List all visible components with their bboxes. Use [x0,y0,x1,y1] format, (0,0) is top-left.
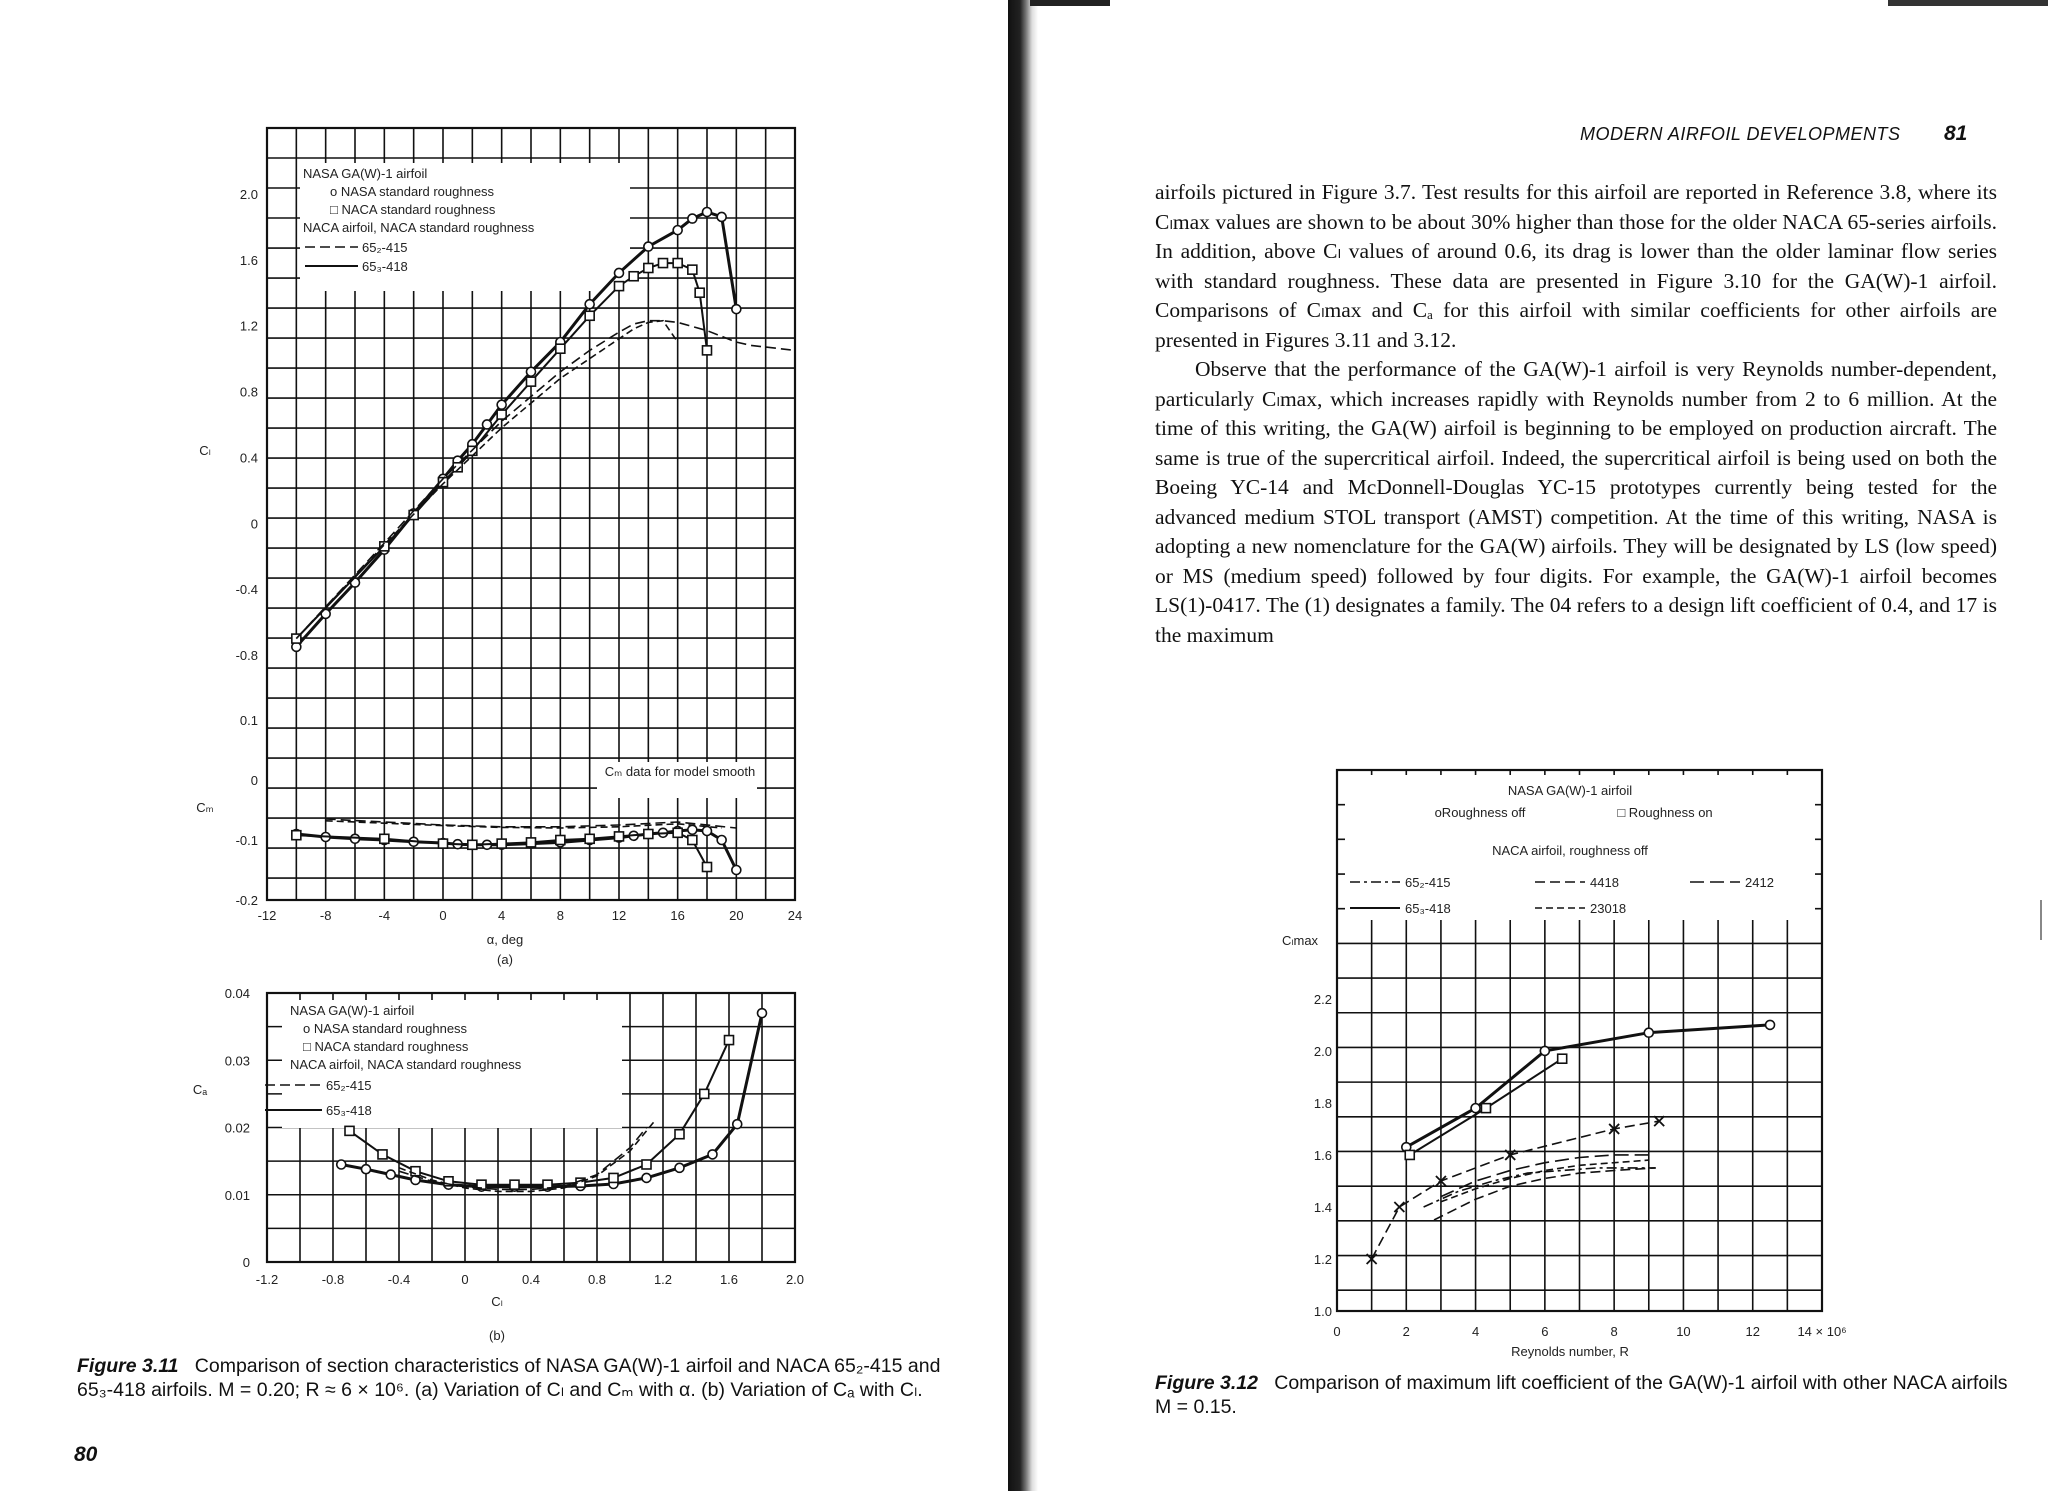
legend-entry: o NASA standard roughness [303,1021,468,1036]
y-tick-label: 0.8 [239,384,258,400]
data-point [703,827,712,836]
figure-3-12-label: Figure 3.12 [1155,1372,1258,1394]
subplot-label-b: (b) [489,1328,505,1343]
data-point [1644,1028,1653,1037]
data-point [556,344,565,353]
page-number-right: 81 [1944,122,1968,145]
x-tick-label: 8 [1610,1324,1618,1339]
data-point [642,1160,651,1169]
x-tick-label: 0 [1333,1324,1341,1339]
x-tick-label: 8 [556,908,564,923]
x-tick-label: 2.0 [785,1272,805,1287]
data-point [1540,1046,1549,1055]
legend-entry: o NASA standard roughness [330,184,495,199]
figure-3-12 [1282,770,1847,1359]
paragraph-2: Observe that the performance of the GA(W)-1 airfoil is very Reynolds number-dependent, particularly Cₗmax, which increases rapidly with Reynolds number from 2 to 6 million. At the time of this writing, the GA(W) airfoil is beginning to be employed on production aircraft. The same is true of the supercritical airfoil. Indeed, the supercritical airfoil is being used on both the Boeing YC-14 and McDonnell-Douglas YC-15 prototypes currently being tested for the advanced medium STOL transport (AMST) competition. At the time of this writing, NASA is adopting a new nomenclature for the GA(W) airfoils. They will be designated by LS (low speed) or MS (medium speed) followed by four digits. For example, the GA(W)-1 airfoil becomes LS(1)-0417. The (1) designates a family. The 04 refers to a design lift coefficient of 0.4, and 17 is the maximum [1155,357,1997,647]
y-tick-label: -0.1 [235,833,258,848]
x-tick-label: 0 [461,1272,469,1287]
data-point [703,863,712,872]
y-tick-label: 0.04 [224,986,250,1001]
data-point [629,272,638,281]
y-tick-label: -0.8 [235,648,258,664]
page-number-left: 80 [74,1443,98,1466]
data-point [1471,1104,1480,1113]
data-point [644,264,653,273]
y-tick-label: -0.2 [235,893,258,908]
data-point [644,830,653,839]
y-tick-label: 2.0 [239,186,258,202]
x-tick-label: 4 [498,908,506,923]
data-point [717,836,726,845]
x-tick-label: 12 [611,908,627,923]
legend-entry: NACA airfoil, NACA standard roughness [303,220,535,235]
figure-3-11a [196,128,802,967]
y-tick-label: -0.4 [235,582,258,598]
data-point [609,1173,618,1182]
x-axis-label: Reynolds number, R [1511,1344,1629,1359]
y-tick-label: 1.6 [1313,1147,1332,1163]
x-tick-label: 1.2 [653,1272,673,1287]
x-tick-label: 2 [1402,1324,1410,1339]
y-tick-label: 2.2 [1313,991,1332,1007]
legend-entry: □ Roughness on [1617,805,1713,820]
x-tick-label: -1.2 [255,1272,279,1287]
x-tick-label: -8 [319,908,332,923]
legend-title: NASA GA(W)-1 airfoil [290,1003,415,1018]
legend-entry: NACA airfoil, NACA standard roughness [290,1057,522,1072]
data-point [703,346,712,355]
y-tick-label: 0.03 [224,1053,250,1069]
body-text [1155,178,1997,650]
x-tick-label: 20 [729,908,744,923]
data-point [675,1130,684,1139]
data-point [688,214,697,223]
data-point [351,834,360,843]
y-tick-label: 0.4 [239,450,258,466]
y-tick-label: 1.2 [1313,1251,1332,1267]
y-tick-label: 1.6 [239,252,258,268]
data-point [642,1173,651,1182]
data-point [615,282,624,291]
y-tick-label: 0 [250,516,258,532]
data-point [675,1163,684,1172]
x-tick-label: -12 [257,908,277,923]
y-tick-label: 1.4 [1313,1199,1332,1215]
data-point [1394,1202,1404,1212]
x-tick-label: 1.6 [719,1272,739,1287]
data-point [717,212,726,221]
figure-3-11-caption [77,1355,957,1402]
data-point [703,208,712,217]
legend-entry: NACA airfoil, roughness off [1492,843,1648,858]
data-point [732,866,741,875]
data-point [700,1089,709,1098]
data-point [615,268,624,277]
y-axis-label-cl: Cₗ [199,443,211,458]
data-point [688,825,697,834]
figure-3-11-caption-text: Comparison of section characteristics of NASA GA(W)-1 airfoil and NACA 65₂-415 and 65₃-418 airfoils. M = 0.20; R ≈ 6 × 10⁶. (a) Variation of Cₗ and Cₘ with α. (b) Variation of Cₐ with Cₗ. [77,1355,941,1401]
x-tick-label: 12 [1745,1324,1760,1339]
x-tick-label: 0.4 [521,1272,541,1287]
subplot-label-a: (a) [497,952,513,967]
data-point [725,1036,734,1045]
legend-entry: oRoughness off [1434,805,1526,820]
legend-title: NASA GA(W)-1 airfoil [303,166,428,181]
data-point [644,242,653,251]
y-tick-label: 1.0 [1313,1304,1332,1319]
data-point [378,1150,387,1159]
cm-annotation: Cₘ data for model smooth [604,764,756,779]
data-point [585,311,594,320]
data-point [527,367,536,376]
data-point [1766,1020,1775,1029]
figure-3-11b [193,986,804,1343]
data-point [688,836,697,845]
data-point [439,839,448,848]
x-tick-label: 4 [1471,1324,1480,1339]
data-point [1558,1054,1567,1063]
data-point [556,836,565,845]
x-tick-label: 0.8 [587,1272,607,1287]
legend-entry: □ NACA standard roughness [330,202,496,217]
legend-entry: 65₃-418 [326,1103,372,1118]
y-tick-label: 1.8 [1313,1095,1332,1111]
legend-entry: 65₂-415 [326,1078,372,1093]
x-tick-label: -4 [378,908,391,923]
data-point [615,832,624,841]
legend-entry: 65₃-418 [1405,901,1451,916]
data-point [708,1150,717,1159]
legend-entry: 65₃-418 [362,259,408,274]
x-tick-label: 14 × 10⁶ [1797,1324,1847,1339]
data-point [527,377,536,386]
data-point [585,834,594,843]
data-point [1405,1150,1414,1159]
y-tick-label: 0 [242,1255,250,1270]
legend-entry: 23018 [1590,901,1627,916]
data-point [695,288,704,297]
x-tick-label: 6 [1541,1324,1549,1339]
x-axis-label: Cₗ [491,1294,503,1309]
data-point [362,1165,371,1174]
legend-title: NASA GA(W)-1 airfoil [1507,783,1633,798]
data-point [527,838,536,847]
x-tick-label: 24 [787,908,803,923]
y-tick-label: 0.01 [224,1187,250,1203]
data-point [1481,1104,1490,1113]
data-point [497,839,506,848]
data-point [497,400,506,409]
data-point [380,834,389,843]
data-point [510,1180,519,1189]
series-line-0 [1406,1025,1770,1147]
data-point [688,265,697,274]
y-tick-label: 0.1 [239,713,258,728]
x-tick-label: 10 [1676,1324,1691,1339]
y-tick-label: 1.2 [239,318,258,334]
legend-entry: □ NACA standard roughness [303,1039,469,1054]
x-tick-label: 0 [439,908,447,923]
data-point [733,1120,742,1129]
paragraph-1: airfoils pictured in Figure 3.7. Test results for this airfoil are reported in Reference 3.8, where its Cₗmax values are shown to be about 30% higher than those for the older NACA 65-series airfoils. In addition, above Cₗ values of around 0.6, its drag is lower than the older laminar flow series with standard roughness. These data are presented in Figure 3.10 for the GA(W)-1 airfoil. Comparisons of Cₗmax and Cₐ for this airfoil with similar coefficients for other airfoils are presented in Figures 3.11 and 3.12. [1155,180,1997,352]
series-line-0 [296,830,736,870]
data-point [337,1160,346,1169]
running-head: MODERN AIRFOIL DEVELOPMENTS [1580,124,1901,144]
data-point [673,259,682,268]
legend-entry: 4418 [1590,875,1619,890]
data-point [585,300,594,309]
x-axis-label: α, deg [486,932,524,947]
x-tick-label: 16 [670,908,685,923]
y-tick-label: 0.02 [224,1120,250,1136]
y-axis-label-clmax: Cₗmax [1281,933,1319,948]
data-point [292,831,301,840]
legend-entry: 65₂-415 [362,240,408,255]
y-axis-label-cd: Cₐ [192,1082,208,1097]
figure-3-12-caption [1155,1372,2015,1419]
data-point [673,226,682,235]
y-tick-label: 2.0 [1313,1043,1332,1059]
data-point [659,259,668,268]
data-point [386,1170,395,1179]
data-point [758,1009,767,1018]
y-tick-label: 0 [250,773,258,788]
x-tick-label: -0.8 [321,1272,345,1287]
data-point [345,1126,354,1135]
legend-entry: 2412 [1745,875,1774,890]
figure-3-12-caption-text: Comparison of maximum lift coefficient of the GA(W)-1 airfoil with other NACA airfoils M = 0.15. [1155,1372,2008,1418]
data-point [468,840,477,849]
legend-entry: 65₂-415 [1405,875,1451,890]
data-point [732,305,741,314]
figure-3-11-label: Figure 3.11 [77,1355,179,1377]
y-axis-label-cm: Cₘ [196,800,214,815]
data-point [673,828,682,837]
x-tick-label: -0.4 [387,1272,411,1287]
